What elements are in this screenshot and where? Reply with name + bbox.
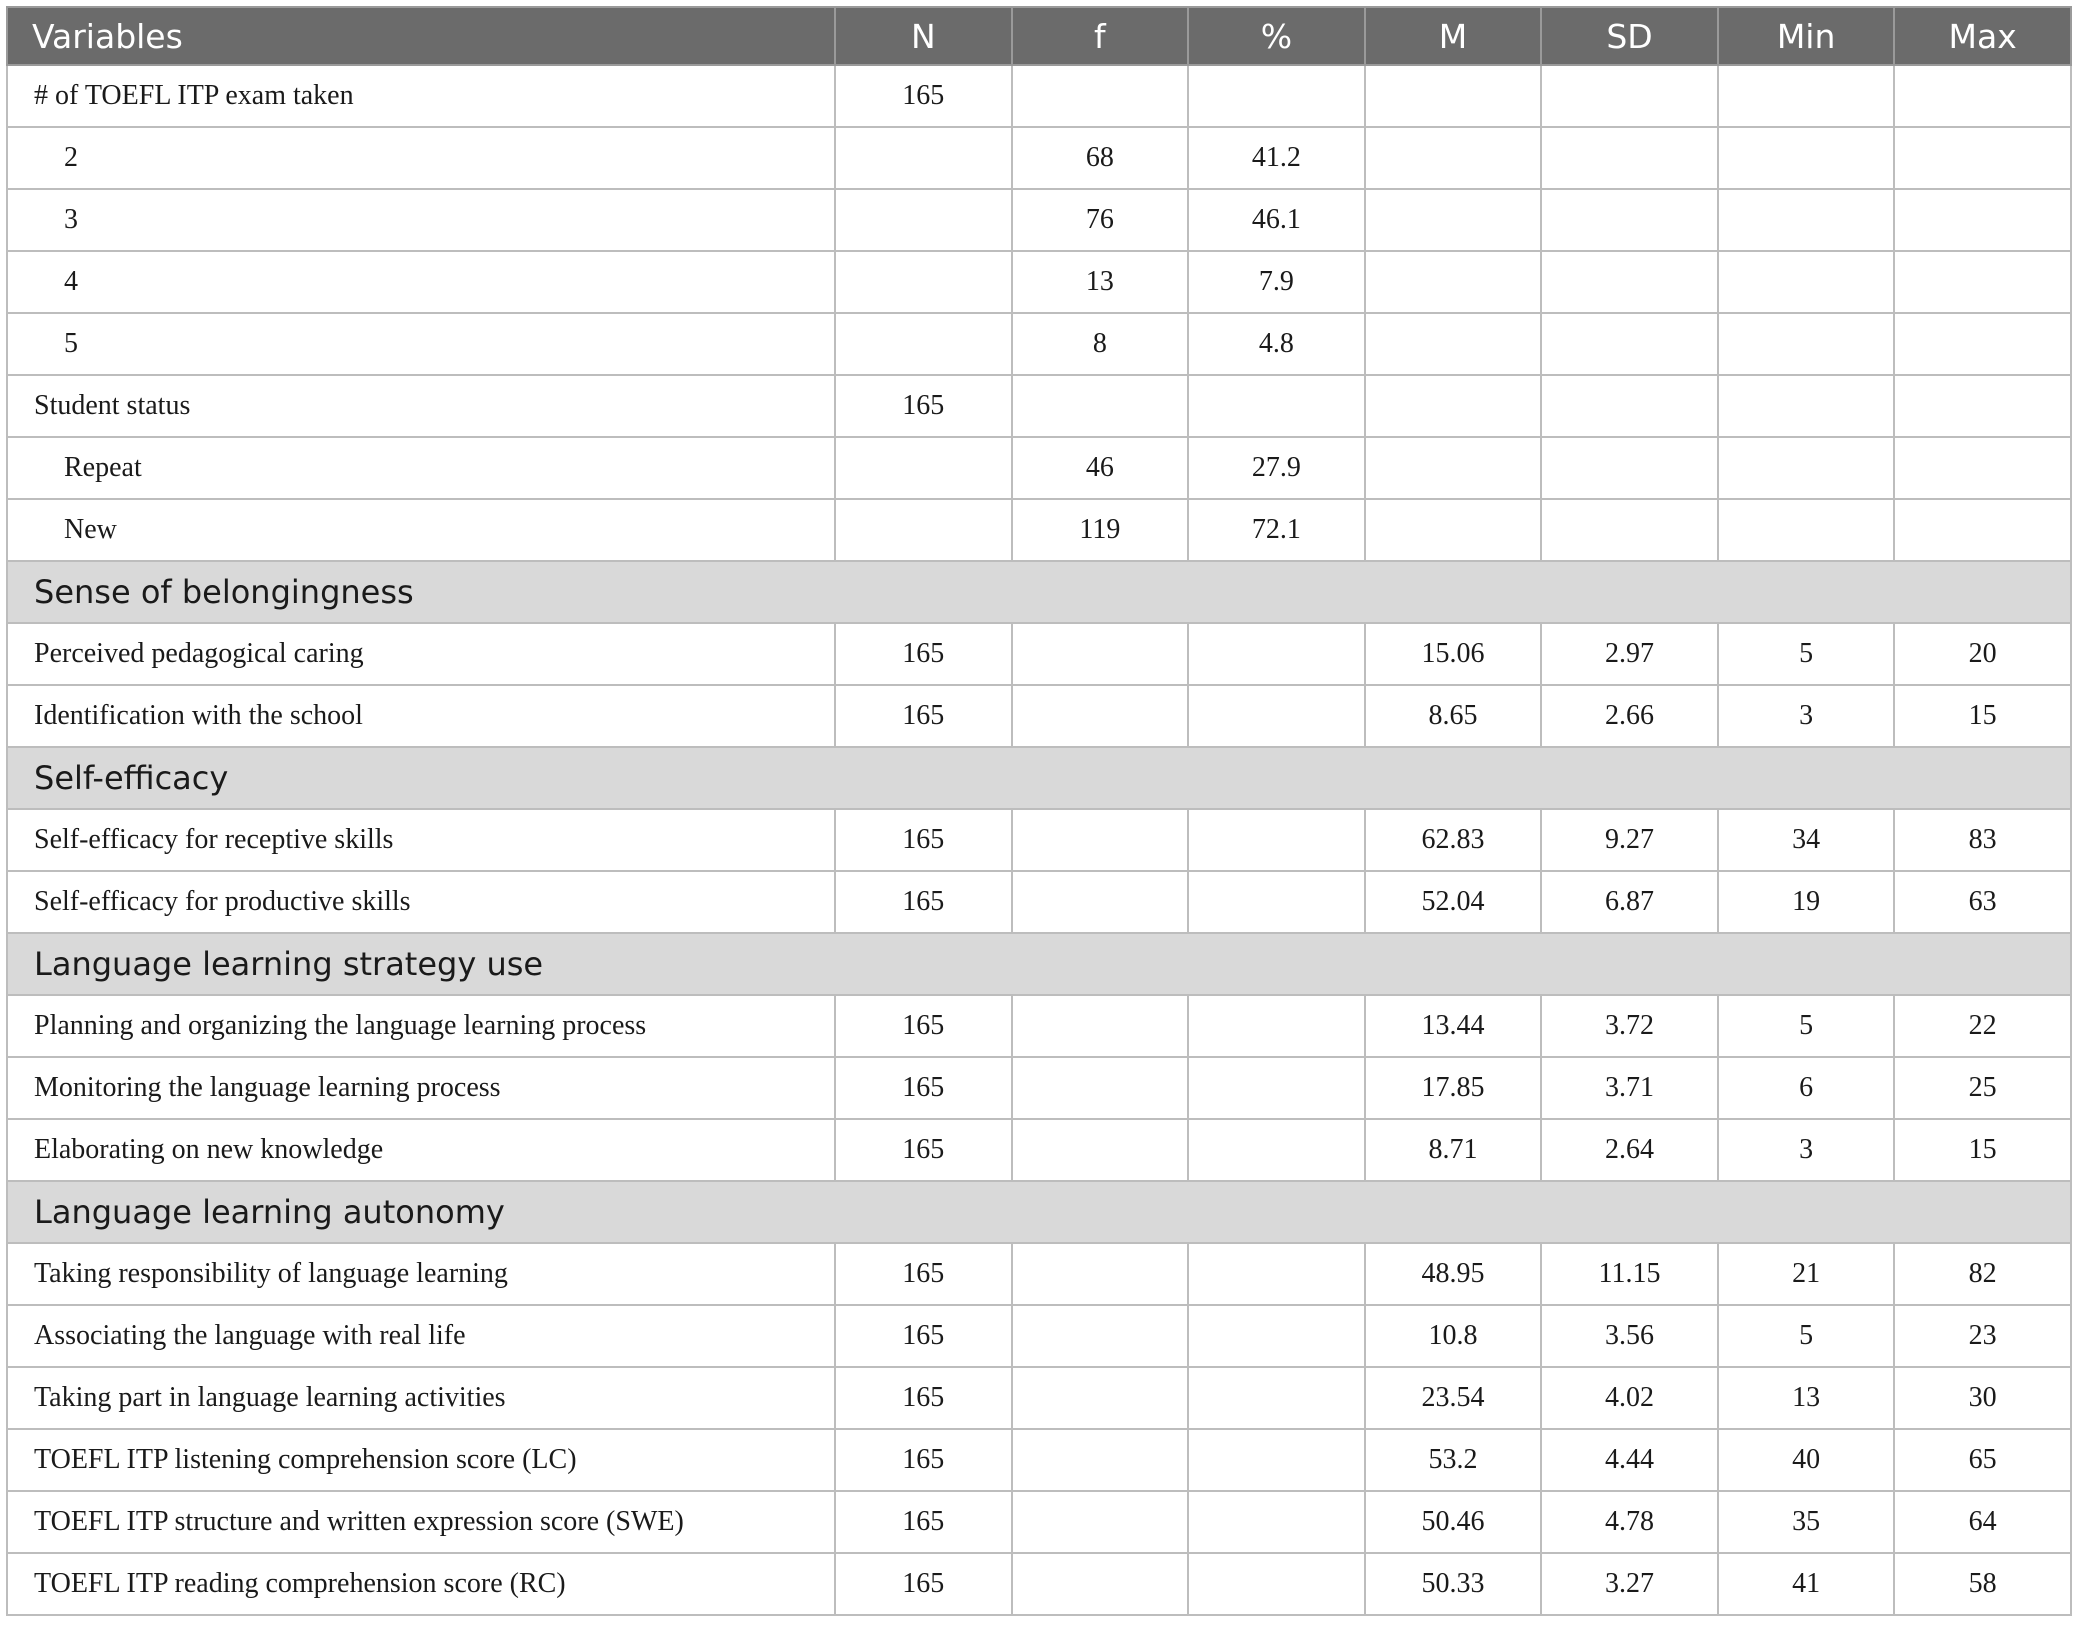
cell-n: 165 [835,1243,1012,1305]
table-row [7,437,2071,499]
cell-percent [1188,995,1365,1057]
table-row [7,499,2071,561]
cell-n [835,251,1012,313]
cell-percent [1188,1243,1365,1305]
cell-max: 30 [1894,1367,2071,1429]
cell-n: 165 [835,1553,1012,1615]
cell-sd [1541,499,1718,561]
cell-f [1012,1367,1189,1429]
cell-min [1718,375,1895,437]
cell-n: 165 [835,685,1012,747]
cell-percent [1188,1429,1365,1491]
cell-m: 48.95 [1365,1243,1542,1305]
cell-variable: Self-efficacy for receptive skills [7,809,835,871]
cell-n: 165 [835,65,1012,127]
cell-f [1012,1119,1189,1181]
cell-min [1718,499,1895,561]
cell-max: 22 [1894,995,2071,1057]
cell-percent: 46.1 [1188,189,1365,251]
section-header-label: Self-efficacy [7,747,2071,809]
cell-percent [1188,65,1365,127]
section-header-row [7,561,2071,623]
cell-n: 165 [835,623,1012,685]
section-header-label: Sense of belongingness [7,561,2071,623]
table-row [7,1243,2071,1305]
cell-m: 50.46 [1365,1491,1542,1553]
cell-variable: New [7,499,835,561]
cell-variable: Self-efficacy for productive skills [7,871,835,933]
cell-n: 165 [835,1367,1012,1429]
cell-m: 62.83 [1365,809,1542,871]
cell-min [1718,127,1895,189]
cell-percent [1188,685,1365,747]
cell-sd: 2.97 [1541,623,1718,685]
cell-f [1012,809,1189,871]
cell-f [1012,1057,1189,1119]
cell-m [1365,189,1542,251]
table-row [7,871,2071,933]
cell-variable: # of TOEFL ITP exam taken [7,65,835,127]
cell-max [1894,127,2071,189]
cell-variable: TOEFL ITP listening comprehension score (LC) [7,1429,835,1491]
cell-percent [1188,1057,1365,1119]
table-row [7,685,2071,747]
cell-variable: TOEFL ITP reading comprehension score (RC) [7,1553,835,1615]
cell-f: 68 [1012,127,1189,189]
cell-m: 53.2 [1365,1429,1542,1491]
cell-n: 165 [835,1491,1012,1553]
cell-max: 23 [1894,1305,2071,1367]
cell-n: 165 [835,1429,1012,1491]
cell-min: 3 [1718,1119,1895,1181]
cell-m [1365,499,1542,561]
table-row [7,809,2071,871]
cell-variable: Taking part in language learning activities [7,1367,835,1429]
section-header-row [7,933,2071,995]
cell-m: 10.8 [1365,1305,1542,1367]
section-header-label: Language learning strategy use [7,933,2071,995]
cell-n [835,127,1012,189]
cell-min: 34 [1718,809,1895,871]
cell-min: 13 [1718,1367,1895,1429]
cell-max: 58 [1894,1553,2071,1615]
cell-sd: 3.56 [1541,1305,1718,1367]
cell-m: 50.33 [1365,1553,1542,1615]
cell-f: 8 [1012,313,1189,375]
cell-max: 65 [1894,1429,2071,1491]
descriptive-statistics-table [6,6,2072,1616]
cell-percent: 72.1 [1188,499,1365,561]
cell-variable: Student status [7,375,835,437]
cell-max [1894,375,2071,437]
cell-percent [1188,623,1365,685]
cell-f [1012,65,1189,127]
cell-variable: Perceived pedagogical caring [7,623,835,685]
table-row [7,1367,2071,1429]
cell-variable: TOEFL ITP structure and written expression score (SWE) [7,1491,835,1553]
cell-variable: 4 [7,251,835,313]
cell-min [1718,313,1895,375]
cell-m: 17.85 [1365,1057,1542,1119]
section-header-row [7,747,2071,809]
cell-m [1365,437,1542,499]
cell-percent [1188,1367,1365,1429]
cell-m: 13.44 [1365,995,1542,1057]
cell-variable: Identification with the school [7,685,835,747]
cell-f: 46 [1012,437,1189,499]
header-variables: Variables [7,7,835,65]
cell-min: 21 [1718,1243,1895,1305]
cell-n: 165 [835,1119,1012,1181]
cell-max [1894,499,2071,561]
cell-n [835,313,1012,375]
cell-percent [1188,375,1365,437]
header-sd: SD [1541,7,1718,65]
table-row [7,1119,2071,1181]
cell-f: 76 [1012,189,1189,251]
table-row [7,995,2071,1057]
table-body [7,65,2071,1615]
header-min: Min [1718,7,1895,65]
cell-min [1718,189,1895,251]
header-n: N [835,7,1012,65]
cell-percent [1188,1305,1365,1367]
table-row [7,189,2071,251]
cell-f [1012,623,1189,685]
cell-m: 8.71 [1365,1119,1542,1181]
cell-m [1365,375,1542,437]
cell-min: 41 [1718,1553,1895,1615]
cell-max [1894,189,2071,251]
cell-min: 6 [1718,1057,1895,1119]
cell-sd [1541,251,1718,313]
header-row [7,7,2071,65]
cell-sd: 4.44 [1541,1429,1718,1491]
table-row [7,1057,2071,1119]
cell-sd [1541,65,1718,127]
cell-max: 20 [1894,623,2071,685]
descriptive-statistics-table-container [6,6,2070,1616]
cell-m [1365,127,1542,189]
cell-sd: 9.27 [1541,809,1718,871]
table-row [7,251,2071,313]
cell-variable: Repeat [7,437,835,499]
cell-percent: 4.8 [1188,313,1365,375]
cell-percent [1188,1491,1365,1553]
cell-max: 82 [1894,1243,2071,1305]
cell-n: 165 [835,1057,1012,1119]
cell-max: 83 [1894,809,2071,871]
cell-variable: 2 [7,127,835,189]
cell-min [1718,437,1895,499]
section-header-label: Language learning autonomy [7,1181,2071,1243]
cell-min: 3 [1718,685,1895,747]
table-row [7,623,2071,685]
cell-sd [1541,437,1718,499]
header-percent: % [1188,7,1365,65]
cell-m [1365,251,1542,313]
cell-max [1894,251,2071,313]
cell-sd: 4.02 [1541,1367,1718,1429]
cell-sd: 11.15 [1541,1243,1718,1305]
table-row [7,127,2071,189]
cell-f [1012,1553,1189,1615]
cell-min [1718,65,1895,127]
cell-f [1012,871,1189,933]
cell-m: 23.54 [1365,1367,1542,1429]
cell-min: 19 [1718,871,1895,933]
cell-sd: 2.64 [1541,1119,1718,1181]
cell-min: 35 [1718,1491,1895,1553]
cell-max [1894,313,2071,375]
header-m: M [1365,7,1542,65]
table-header [7,7,2071,65]
cell-min: 40 [1718,1429,1895,1491]
cell-m: 52.04 [1365,871,1542,933]
cell-sd: 3.71 [1541,1057,1718,1119]
cell-sd: 3.27 [1541,1553,1718,1615]
table-row [7,1491,2071,1553]
cell-n: 165 [835,871,1012,933]
cell-sd: 4.78 [1541,1491,1718,1553]
cell-max: 63 [1894,871,2071,933]
cell-n: 165 [835,375,1012,437]
cell-f: 119 [1012,499,1189,561]
table-row [7,1429,2071,1491]
cell-variable: Monitoring the language learning process [7,1057,835,1119]
cell-percent [1188,1119,1365,1181]
cell-sd: 2.66 [1541,685,1718,747]
cell-f: 13 [1012,251,1189,313]
cell-sd [1541,313,1718,375]
header-f: f [1012,7,1189,65]
table-row [7,313,2071,375]
cell-max: 25 [1894,1057,2071,1119]
cell-percent: 41.2 [1188,127,1365,189]
cell-n [835,189,1012,251]
cell-m [1365,65,1542,127]
cell-f [1012,1243,1189,1305]
cell-min: 5 [1718,1305,1895,1367]
cell-sd [1541,375,1718,437]
cell-max: 64 [1894,1491,2071,1553]
table-row [7,65,2071,127]
cell-n: 165 [835,809,1012,871]
cell-sd: 6.87 [1541,871,1718,933]
cell-f [1012,685,1189,747]
cell-f [1012,1429,1189,1491]
cell-variable: Planning and organizing the language learning process [7,995,835,1057]
cell-variable: Associating the language with real life [7,1305,835,1367]
cell-variable: Elaborating on new knowledge [7,1119,835,1181]
cell-m [1365,313,1542,375]
cell-f [1012,375,1189,437]
cell-n [835,437,1012,499]
section-header-row [7,1181,2071,1243]
cell-n: 165 [835,995,1012,1057]
cell-max: 15 [1894,685,2071,747]
cell-max: 15 [1894,1119,2071,1181]
cell-min [1718,251,1895,313]
table-row [7,1553,2071,1615]
cell-max [1894,65,2071,127]
cell-m: 8.65 [1365,685,1542,747]
cell-variable: 3 [7,189,835,251]
cell-f [1012,995,1189,1057]
table-row [7,1305,2071,1367]
cell-percent [1188,1553,1365,1615]
cell-sd: 3.72 [1541,995,1718,1057]
cell-f [1012,1491,1189,1553]
cell-f [1012,1305,1189,1367]
cell-percent: 27.9 [1188,437,1365,499]
cell-variable: Taking responsibility of language learning [7,1243,835,1305]
cell-percent: 7.9 [1188,251,1365,313]
cell-variable: 5 [7,313,835,375]
cell-n [835,499,1012,561]
cell-m: 15.06 [1365,623,1542,685]
cell-min: 5 [1718,623,1895,685]
cell-percent [1188,871,1365,933]
cell-sd [1541,127,1718,189]
cell-max [1894,437,2071,499]
cell-min: 5 [1718,995,1895,1057]
table-row [7,375,2071,437]
cell-n: 165 [835,1305,1012,1367]
header-max: Max [1894,7,2071,65]
cell-percent [1188,809,1365,871]
cell-sd [1541,189,1718,251]
